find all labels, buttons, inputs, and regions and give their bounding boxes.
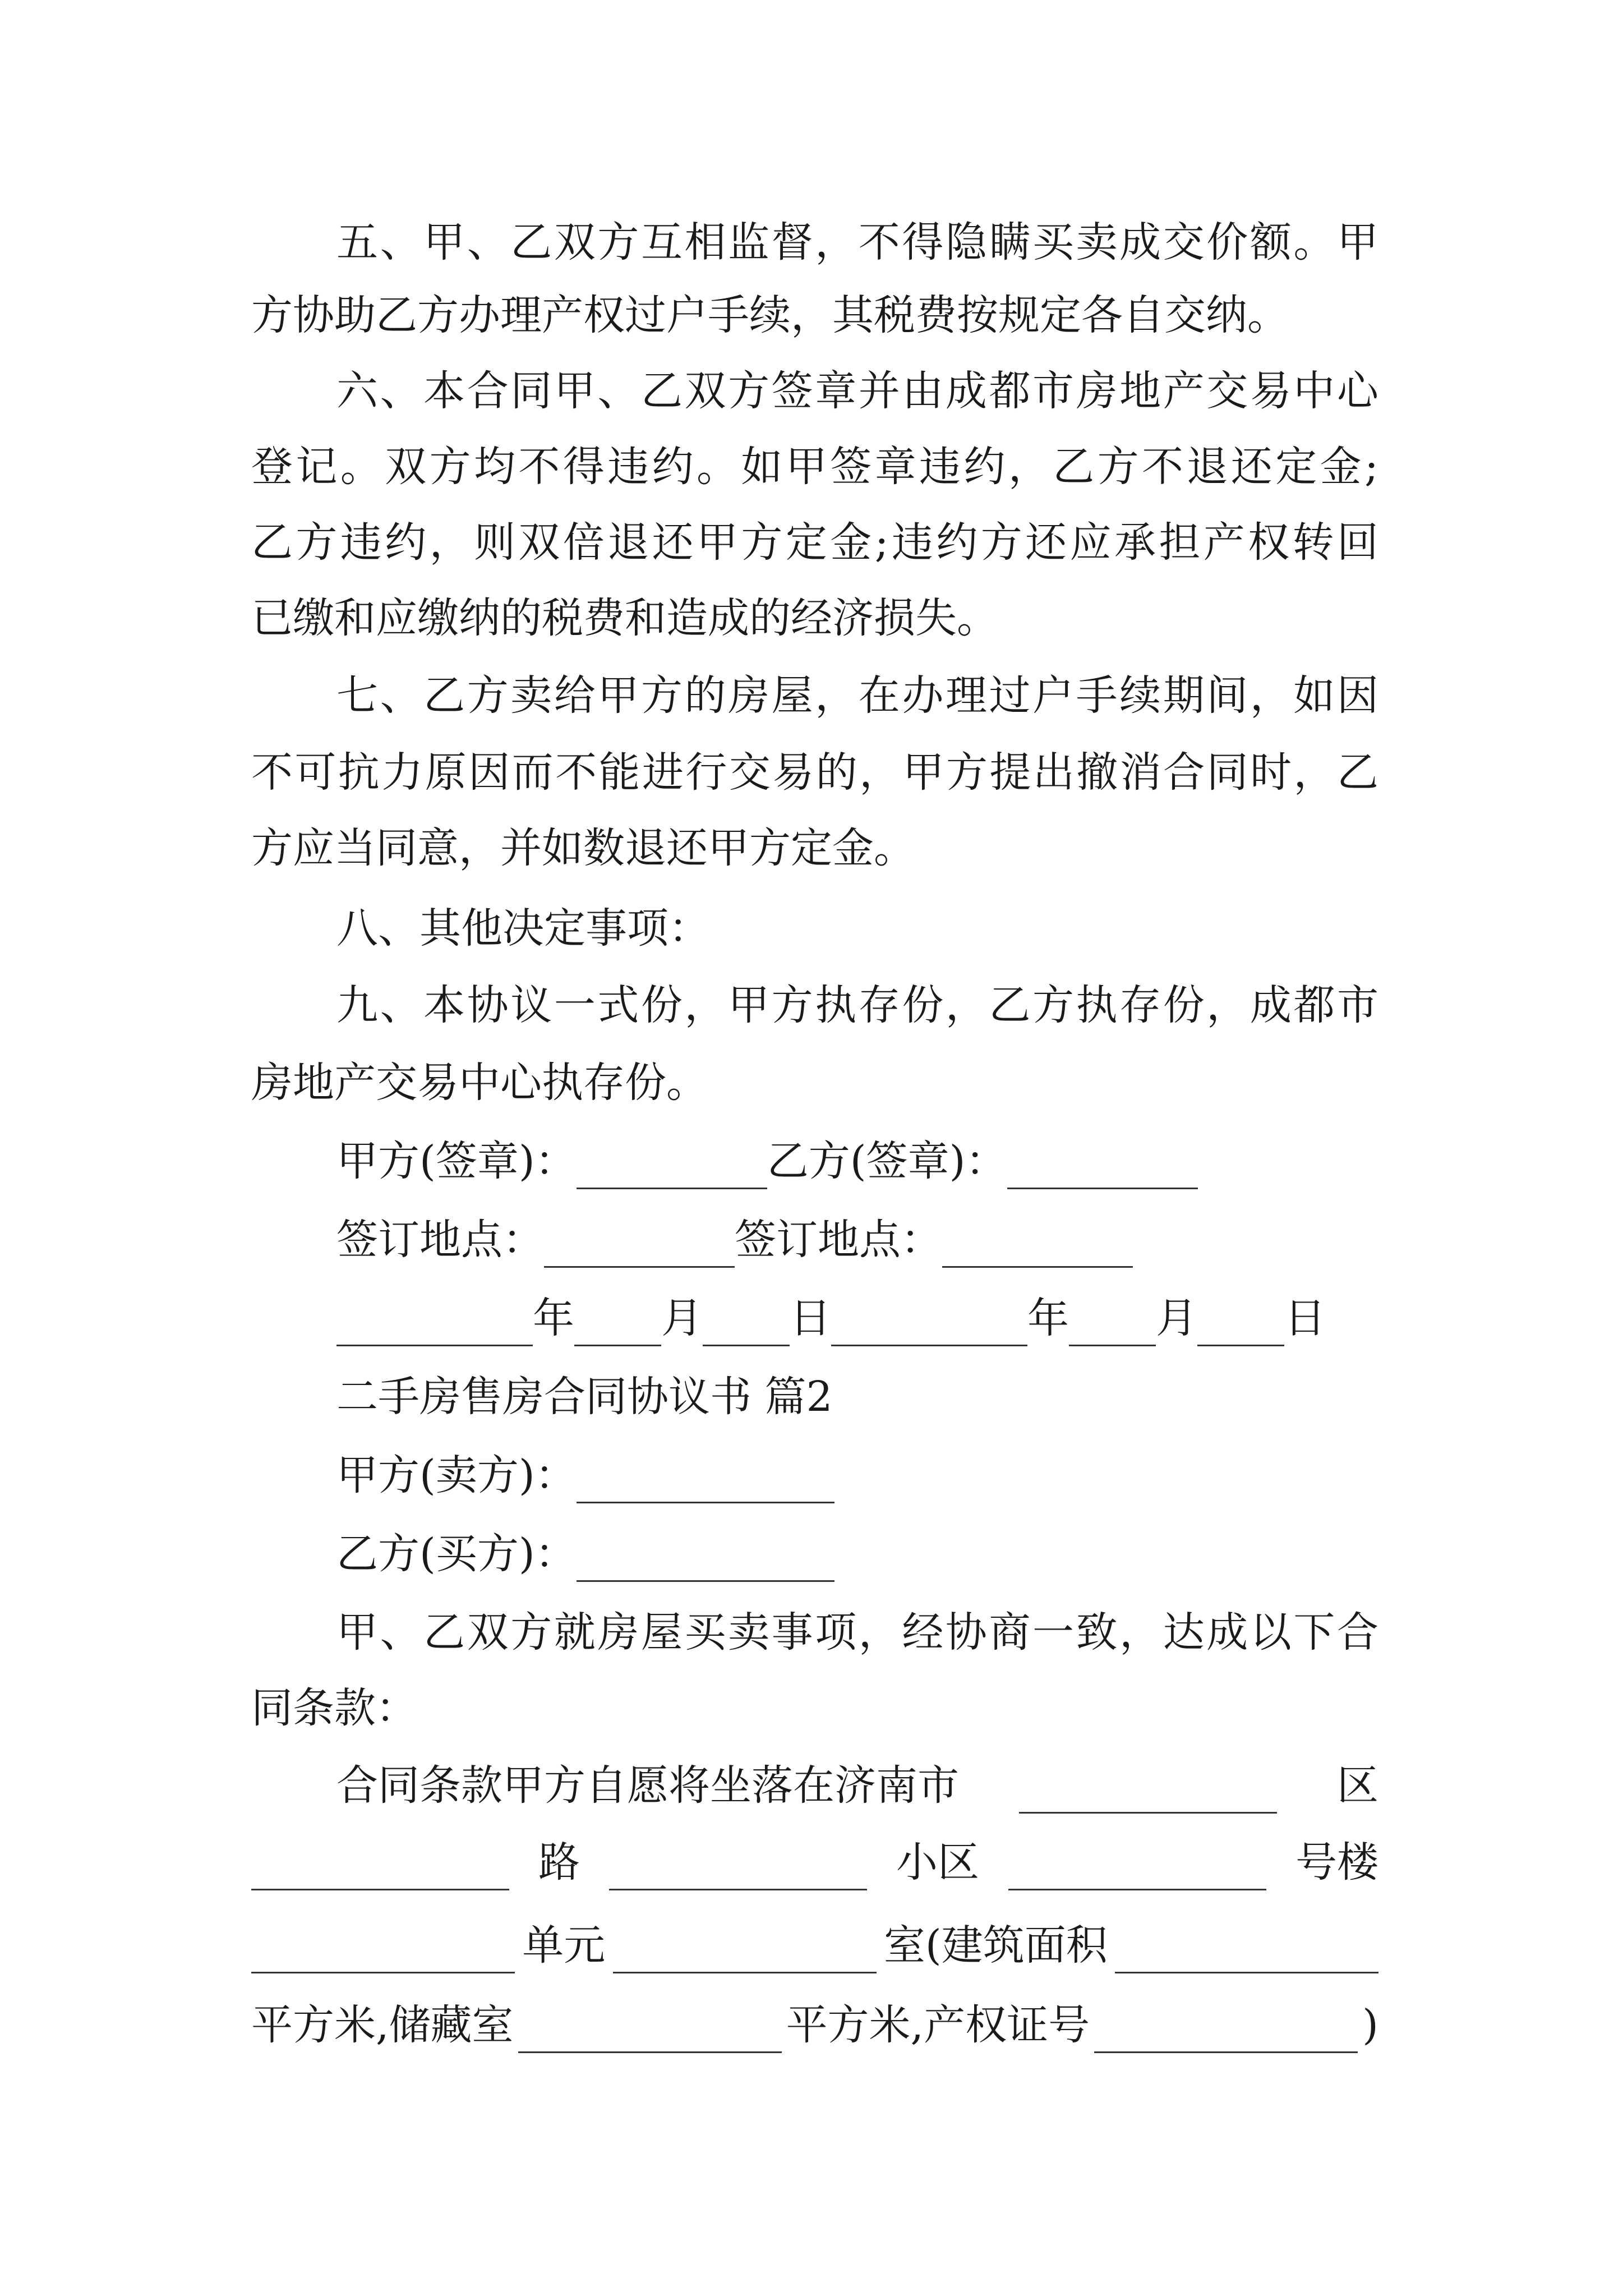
signature-row xyxy=(336,1133,1378,1189)
seller-row xyxy=(336,1447,1378,1503)
buyer-row xyxy=(336,1526,1378,1582)
signing-place-row xyxy=(336,1212,1378,1268)
paragraph-6-line-3: 乙方违约，则双倍退还甲方定金;违约方还应承担产权转回 xyxy=(251,518,1378,567)
clause-line-2 xyxy=(251,1834,1378,1890)
community-label: 小区 xyxy=(896,1838,979,1887)
storage-blank[interactable] xyxy=(518,2012,782,2053)
road-blank[interactable] xyxy=(251,1849,509,1890)
year-label-1: 年 xyxy=(533,1294,574,1342)
district-blank[interactable] xyxy=(1019,1773,1277,1814)
road-label: 路 xyxy=(538,1838,580,1887)
paragraph-5-line-2: 方协助乙方办理产权过户手续，其税费按规定各自交纳。 xyxy=(251,291,1289,339)
section-2-intro-line-1: 甲、乙双方就房屋买卖事项，经协商一致，达成以下合 xyxy=(336,1608,1378,1657)
close-paren: ) xyxy=(1362,2001,1378,2049)
storage-label: 平方米,储藏室 xyxy=(251,2001,514,2049)
clause-line-3 xyxy=(251,1917,1378,1973)
seller-label: 甲方(卖方)： xyxy=(336,1451,577,1499)
seller-blank[interactable] xyxy=(577,1462,834,1503)
party-a-signature-blank[interactable] xyxy=(577,1148,767,1189)
month-blank-1[interactable] xyxy=(574,1305,661,1346)
year-blank-2[interactable] xyxy=(831,1305,1027,1346)
clause-line-4 xyxy=(251,1997,1378,2053)
section-2-intro-line-2: 同条款： xyxy=(251,1684,417,1732)
day-blank-2[interactable] xyxy=(1197,1305,1284,1346)
paragraph-7-line-1: 七、乙方卖给甲方的房屋，在办理过户手续期间，如因 xyxy=(336,671,1378,720)
party-a-signature-label: 甲方(签章)： xyxy=(336,1137,577,1185)
paragraph-9-line-2: 房地产交易中心执存份。 xyxy=(251,1059,708,1107)
building-label: 号楼 xyxy=(1295,1838,1378,1887)
area-blank[interactable] xyxy=(1115,1932,1378,1973)
paragraph-7-line-2: 不可抗力原因而不能进行交易的，甲方提出撤消合同时，乙 xyxy=(251,748,1378,797)
cert-number-blank[interactable] xyxy=(1094,2012,1358,2053)
paragraph-7-line-3: 方应当同意，并如数退还甲方定金。 xyxy=(251,824,915,872)
party-b-signature-label: 乙方(签章)： xyxy=(767,1137,1007,1185)
buyer-label: 乙方(买方)： xyxy=(336,1530,577,1578)
paragraph-5-line-1: 五、甲、乙双方互相监督，不得隐瞒买卖成交价额。甲 xyxy=(336,218,1378,266)
unit-blank[interactable] xyxy=(251,1932,515,1973)
party-b-signature-blank[interactable] xyxy=(1007,1148,1198,1189)
district-label: 区 xyxy=(1337,1761,1378,1810)
cert-label: 平方米,产权证号 xyxy=(786,2001,1090,2049)
month-label-2: 月 xyxy=(1156,1294,1197,1342)
year-blank-1[interactable] xyxy=(336,1305,533,1346)
building-blank[interactable] xyxy=(1008,1849,1266,1890)
signing-place-label-1: 签订地点： xyxy=(336,1216,544,1264)
month-blank-2[interactable] xyxy=(1069,1305,1156,1346)
month-label-1: 月 xyxy=(661,1294,703,1342)
signing-place-label-2: 签订地点： xyxy=(735,1216,942,1264)
signing-place-blank-2[interactable] xyxy=(942,1227,1133,1268)
paragraph-6-line-2: 登记。双方均不得违约。如甲签章违约，乙方不退还定金; xyxy=(251,443,1378,491)
date-row xyxy=(336,1290,1378,1346)
day-label-1: 日 xyxy=(790,1294,831,1342)
clause-start-text: 合同条款甲方自愿将坐落在济南市 xyxy=(336,1761,959,1810)
room-label: 室(建筑面积 xyxy=(883,1921,1108,1970)
buyer-blank[interactable] xyxy=(577,1541,834,1582)
community-blank[interactable] xyxy=(609,1849,867,1890)
paragraph-8: 八、其他决定事项： xyxy=(336,904,710,953)
unit-label: 单元 xyxy=(522,1921,606,1970)
room-blank[interactable] xyxy=(613,1932,877,1973)
paragraph-6-line-1: 六、本合同甲、乙双方签章并由成都市房地产交易中心 xyxy=(336,367,1378,415)
paragraph-6-line-4: 已缴和应缴纳的税费和造成的经济损失。 xyxy=(251,594,998,642)
signing-place-blank-1[interactable] xyxy=(544,1227,735,1268)
paragraph-9-line-1: 九、本协议一式份，甲方执存份，乙方执存份，成都市 xyxy=(336,981,1378,1029)
clause-line-1 xyxy=(336,1757,1378,1814)
day-label-2: 日 xyxy=(1284,1294,1326,1342)
day-blank-1[interactable] xyxy=(703,1305,790,1346)
section-2-title: 二手房售房合同协议书 篇2 xyxy=(336,1373,833,1421)
year-label-2: 年 xyxy=(1027,1294,1069,1342)
